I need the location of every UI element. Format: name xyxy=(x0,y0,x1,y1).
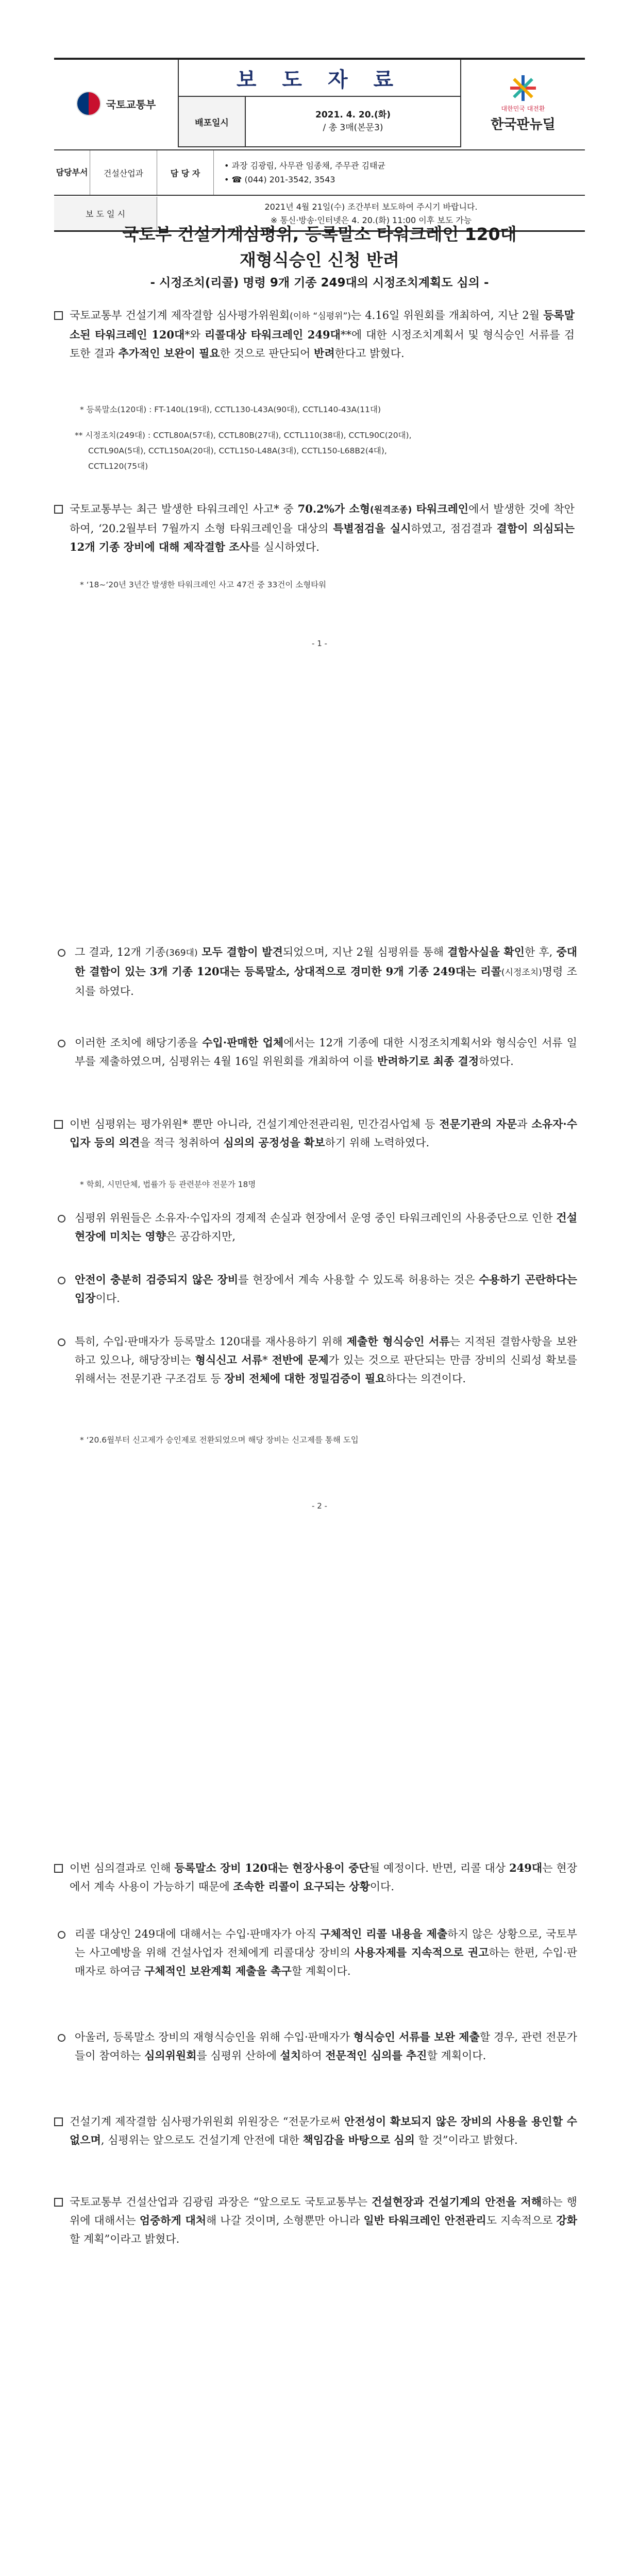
ministry-logo xyxy=(54,60,178,147)
page-3 xyxy=(0,1820,639,2576)
page-count: / 총 3매(본문3) xyxy=(323,123,383,133)
paragraph-recall-plan: 리콜 대상인 249대에 대해서는 수입·판매자가 아직 구체적인 리콜 내용을 제출하지 않은 상황으로, 국토부는 사고예방을 위해 건설사업자 전체에게 리콜대상 장비의 사용자제를 지속적으로 권고하는 한편, 수입·판매자로 하여금 구체적인 보완계획 제출을 촉구할 계획이다. xyxy=(75,1927,577,1977)
ministry-name: 국토교통부 xyxy=(106,98,156,111)
new-deal-logo xyxy=(461,60,585,147)
page-number: - 2 - xyxy=(312,1501,327,1511)
circle-bullet-icon xyxy=(58,2034,65,2042)
paragraph-director-quote: 국토교통부 건설산업과 김광림 과장은 “앞으로도 국토교통부는 건설현장과 건설기계의 안전을 저해하는 행위에 대해서는 엄중하게 대처해 나갈 것이며, 소형뿐만 아니라 일반 타워크레인 안전관리도 지속적으로 강화할 계획”이라고 밝혔다. xyxy=(70,2195,577,2245)
press-release-header xyxy=(54,58,585,225)
circle-bullet-icon xyxy=(58,1215,65,1223)
page-number: - 1 - xyxy=(312,639,327,648)
contact-row xyxy=(54,149,585,196)
footnote-recall: ** 시정조치(249대) : CCTL80A(57대), CCTL80B(27대), CCTL110(38대), CCTL90C(20대), CCTL90A(5대), CCTL150A(20대), CCTL150-L48A(3대), CCTL150-L68B2(4대), CCTL120(75대) xyxy=(75,431,412,471)
release-date-value: 2021. 4. 20.(화) xyxy=(315,109,391,120)
footnote-approval: * ‘20.6월부터 신고제가 승인제로 전환되었으며 해당 장비는 신고제를 통해 도입 xyxy=(80,1435,359,1445)
paragraph-inspection: 국토교통부는 최근 발생한 타워크레인 사고* 중 70.2%가 소형(원격조종) 타워크레인에서 발생한 것에 착안하여, ‘20.2월부터 7월까지 소형 타워크레인을 대상의 특별점검을 실시하였고, 점검결과 결함이 의심되는 12개 기종 장비에 대해 제작결함 조사를 실시하였다. xyxy=(70,502,575,553)
contact-label: 담 당 자 xyxy=(157,150,214,195)
paragraph-results: 그 결과, 12개 기종(369대) 모두 결함이 발견되었으며, 지난 2월 심평위를 통해 결함사실을 확인한 후, 중대한 결함이 있는 3개 기종 120대는 등록말소, 상대적으로 경미한 9개 기종 249대는 리콜(시정조치)명령 조치를 하였다. xyxy=(75,945,578,997)
footnote-experts: * 학회, 시민단체, 법률가 등 관련분야 전문가 18명 xyxy=(80,1180,256,1189)
circle-bullet-icon xyxy=(58,1277,65,1284)
paragraph-losses: 심평위 위원들은 소유자·수입자의 경제적 손실과 현장에서 운영 중인 타워크레인의 사용중단으로 인한 건설현장에 미치는 영향은 공감하지만, xyxy=(75,1211,577,1243)
embargo-line-1: 2021년 4월 21일(수) 조간부터 보도하여 주시기 바랍니다. xyxy=(264,201,478,212)
header-center xyxy=(178,60,461,147)
contact-names: • 과장 김광림, 사무관 임종채, 주무관 김태균 xyxy=(224,160,385,171)
headline xyxy=(41,222,598,273)
circle-bullet-icon xyxy=(58,1338,65,1346)
square-bullet-icon xyxy=(54,2198,63,2207)
paragraph-fairness: 이번 심평위는 평가위원* 뿐만 아니라, 건설기계안전관리원, 민간검사업체 등 전문기관의 자문과 소유자·수입자 등의 의견을 적극 청취하여 심의의 공정성을 확보하기 위해 노력하였다. xyxy=(70,1117,577,1149)
taegeuk-emblem-icon xyxy=(76,91,101,116)
paragraph-rejection: 이러한 조치에 해당기종을 수입·판매한 업체에서는 12개 기종에 대한 시정조치계획서와 형식승인 서류 일부를 제출하였으며, 심평위는 4월 16일 위원회를 개최하여 이를 반려하기로 최종 결정하였다. xyxy=(75,1036,578,1067)
dept-label: 담당부서 xyxy=(54,150,90,195)
paragraph-intro: 국토교통부 건설기계 제작결함 심사평가위원회(이하 “심평위”)는 4.16일 위원회를 개최하여, 지난 2월 등록말소된 타워크레인 120대*와 리콜대상 타워크레인 249대**에 대한 시정조치계획서 및 형식승인 서류를 검토한 결과 추가적인 보완이 필요한 것으로 판단되어 반려한다고 밝혔다. xyxy=(70,309,575,360)
headline-line-2: 재형식승인 신청 반려 xyxy=(240,249,399,270)
contact-phone: • ☎ (044) 201-3542, 3543 xyxy=(224,175,335,184)
footnote-deregistered: * 등록말소(120대) : FT-140L(19대), CCTL130-L43A(90대), CCTL140-43A(11대) xyxy=(80,405,381,414)
headline-line-1: 국토부 건설기계심평위, 등록말소 타워크레인 120대 xyxy=(122,224,517,244)
paragraph-verification: 특히, 수입·판매자가 등록말소 120대를 재사용하기 위해 제출한 형식승인 서류는 지적된 결함사항을 보완하고 있으나, 해당장비는 형식신고 서류* 전반에 문제가 있는 것으로 판단되는 만큼 장비의 신뢰성 확보를 위해서는 전문기관 구조검토 등 장비 전체에 대한 정밀검증이 필요하다는 의견이다. xyxy=(75,1335,577,1385)
slogan-main: 한국판뉴딜 xyxy=(491,117,556,132)
dept-value: 건설산업과 xyxy=(90,150,157,195)
new-deal-emblem-icon xyxy=(509,74,537,102)
release-date-label: 배포일시 xyxy=(179,97,246,146)
slogan-sub: 대한민국 대전환 xyxy=(501,105,545,112)
embargo-line-2: ※ 통신·방송·인터넷은 4. 20.(화) 11:00 이후 보도 가능 xyxy=(270,215,472,225)
square-bullet-icon xyxy=(54,505,63,514)
footnote-accidents: * ‘18~‘20년 3년간 발생한 타워크레인 사고 47건 중 33건이 소형타워 xyxy=(80,580,327,589)
page-1 xyxy=(0,0,639,910)
paragraph-reapproval: 아울러, 등록말소 장비의 재형식승인을 위해 수입·판매자가 형식승인 서류를 보완 제출할 경우, 관련 전문가들이 참여하는 심의위원회를 심평위 산하에 설치하여 전문적인 심의를 추진할 계획이다. xyxy=(75,2030,577,2062)
circle-bullet-icon xyxy=(58,1931,65,1939)
circle-bullet-icon xyxy=(58,1040,65,1047)
paragraph-chair-quote: 건설기계 제작결함 심사평가위원회 위원장은 “전문가로써 안전성이 확보되지 않은 장비의 사용을 용인할 수 없으며, 심평위는 앞으로도 건설기계 안전에 대한 책임감을 바탕으로 심의 할 것”이라고 밝혔다. xyxy=(70,2115,577,2146)
square-bullet-icon xyxy=(54,2117,63,2126)
square-bullet-icon xyxy=(54,1120,63,1129)
paragraph-safety: 안전이 충분히 검증되지 않은 장비를 현장에서 계속 사용할 수 있도록 허용하는 것은 수용하기 곤란하다는 입장이다. xyxy=(75,1273,578,1304)
square-bullet-icon xyxy=(54,1864,63,1873)
subheadline: - 시정조치(리콜) 명령 9개 기종 249대의 시정조치계획도 심의 - xyxy=(150,276,489,290)
square-bullet-icon xyxy=(54,311,63,320)
paragraph-outcome: 이번 심의결과로 인해 등록말소 장비 120대는 현장사용이 중단될 예정이다. 반면, 리콜 대상 249대는 현장에서 계속 사용이 가능하기 때문에 조속한 리콜이 요구되는 상황이다. xyxy=(70,1861,577,1893)
press-release-title: 보 도 자 료 xyxy=(178,60,461,97)
page-2 xyxy=(0,910,639,1820)
circle-bullet-icon xyxy=(58,949,65,957)
embargo-label: 보 도 일 시 xyxy=(54,197,157,230)
